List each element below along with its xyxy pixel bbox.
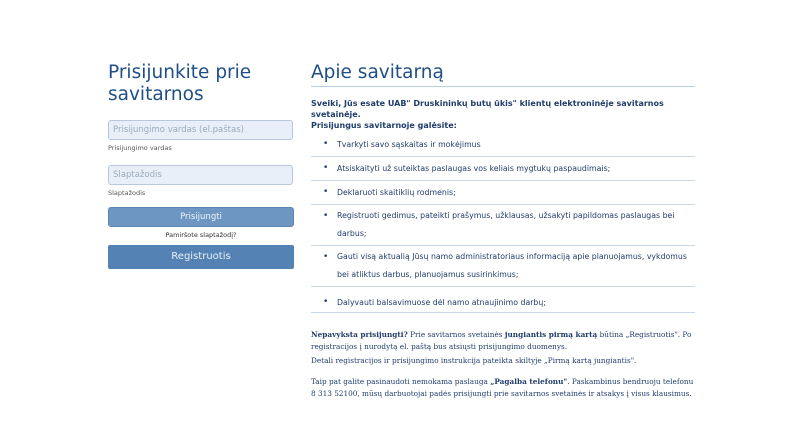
login-panel (108, 62, 294, 269)
list-item: • Registruoti gedimus, pateikti prašymus, užklausas, užsakyti papildomas paslaugas bei darbus; (311, 205, 695, 246)
login-button[interactable]: Prisijungti (108, 207, 294, 227)
intro-line-2: Prisijungus savitarnoje galėsite: (311, 121, 457, 130)
forgot-password-link[interactable]: Pamiršote slaptažodį? (165, 231, 237, 239)
intro-text (311, 98, 695, 131)
bullet-icon: • (323, 163, 329, 173)
bullet-icon: • (323, 297, 329, 307)
note-phone-help: Taip pat galite pasinaudoti nemokama paslauga „Pagalba telefonu". Paskambinus bendruoju telefonu 8 313 52100, mūsų darbuotojai padės prisijungti prie savitarnos svetainės ir atsakys į visus klausimus. (311, 377, 694, 398)
title-divider (311, 86, 695, 87)
features-list (311, 133, 695, 313)
bullet-icon: • (323, 252, 329, 262)
bullet-icon: • (323, 187, 329, 197)
username-input[interactable]: Prisijungimo vardas (el.paštas) (108, 120, 293, 140)
list-item: • Dalyvauti balsavimuose dėl namo atnaujinimo darbų; (311, 287, 695, 313)
register-button[interactable]: Registruotis (108, 245, 294, 269)
note-instructions: Detali registracijos ir prisijungimo instrukcija pateikta skiltyje „Pirmą kartą jungiantis". (311, 356, 637, 365)
about-title: Apie savitarną (311, 62, 444, 83)
intro-line-1: Sveiki, Jūs esate UAB" Druskininkų butų ūkis" klientų elektroninėje savitarnos svetainėje. (311, 99, 664, 119)
about-panel (311, 62, 695, 400)
list-item: • Deklaruoti skaitiklių rodmenis; (311, 181, 695, 205)
list-item: • Tvarkyti savo sąskaitas ir mokėjimus (311, 133, 695, 157)
username-hint: Prisijungimo vardas (108, 144, 172, 152)
password-input[interactable]: Slaptažodis (108, 165, 293, 185)
list-item: • Atsiskaityti už suteiktas paslaugas vos keliais mygtukų paspaudimais; (311, 157, 695, 181)
note-first-login: Nepavyksta prisijungti? Prie savitarnos svetainės jungiantis pirmą kartą būtina „Registruotis". Po registracijos į nurodytą el. paštą bus atsiųsti prisijungimo duomenys. (311, 330, 692, 351)
help-notes (311, 329, 695, 400)
login-title: Prisijunkite prie savitarnos (108, 62, 252, 105)
bullet-icon: • (323, 211, 329, 221)
bullet-icon: • (323, 139, 329, 149)
list-item: • Gauti visą aktualią Jūsų namo administratoriaus informaciją apie planuojamus, vykdomus bei atliktus darbus, planuojamus susirinkimus; (311, 246, 695, 287)
password-hint: Slaptažodis (108, 189, 146, 197)
